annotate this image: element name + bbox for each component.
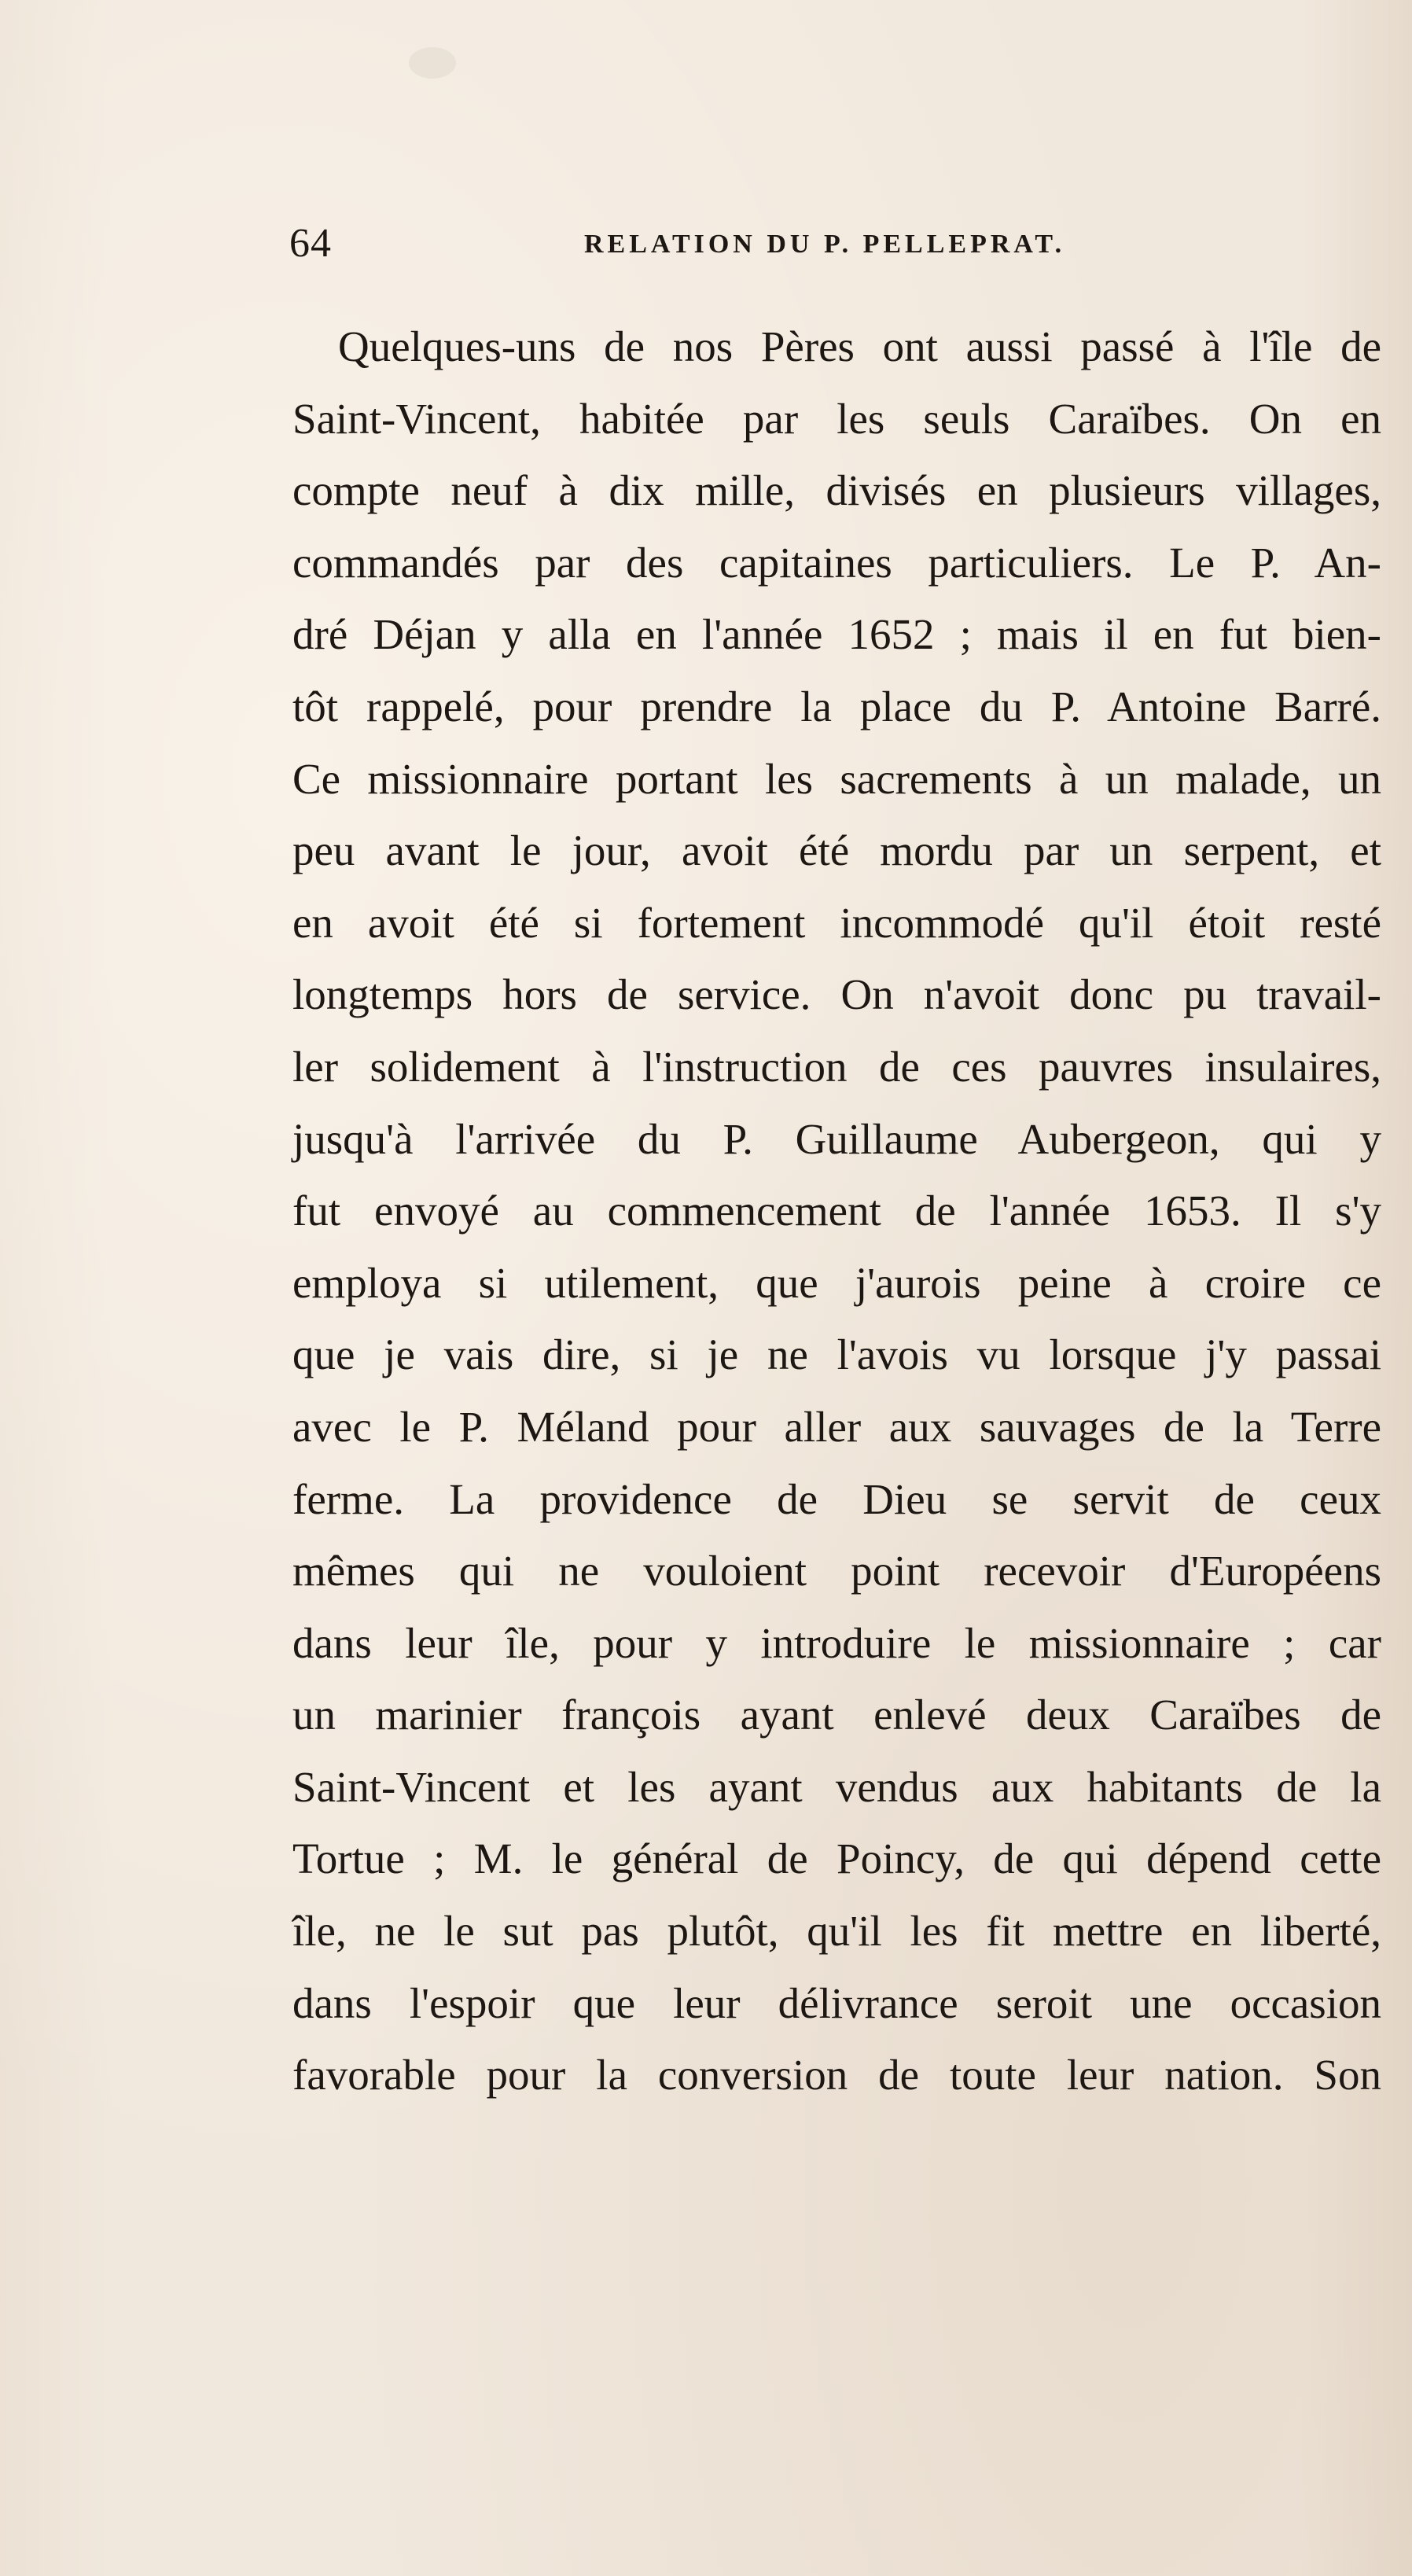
text-line: avec le P. Méland pour aller aux sauvages de la Terre	[292, 1402, 1381, 1451]
text-line: en avoit été si fortement incommodé qu'il étoit resté	[292, 898, 1381, 947]
text-line: dré Déjan y alla en l'année 1652 ; mais il en fut bien-	[292, 610, 1381, 659]
paper-stain	[409, 47, 456, 79]
text-line: commandés par des capitaines particuliers. Le P. An-	[292, 538, 1381, 587]
text-line: dans l'espoir que leur délivrance seroit une occasion	[292, 1978, 1381, 2027]
text-line: mêmes qui ne vouloient point recevoir d'Européens	[292, 1547, 1381, 1595]
text-line: tôt rappelé, pour prendre la place du P. Antoine Barré.	[292, 682, 1381, 730]
text-line: île, ne le sut pas plutôt, qu'il les fit mettre en liberté,	[292, 1907, 1381, 1956]
text-line: Ce missionnaire portant les sacrements à un malade, un	[292, 754, 1381, 803]
text-line: fut envoyé au commencement de l'année 1653. Il s'y	[292, 1187, 1381, 1235]
text-line: Tortue ; M. le général de Poincy, de qui dépend cette	[292, 1834, 1381, 1883]
running-title: RELATION DU P. PELLEPRAT.	[584, 230, 1066, 259]
text-line: ferme. La providence de Dieu se servit de ceux	[292, 1474, 1381, 1523]
text-line: ler solidement à l'instruction de ces pauvres insulaires,	[292, 1042, 1381, 1091]
text-line: longtemps hors de service. On n'avoit donc pu travail-	[292, 970, 1381, 1019]
running-header	[289, 220, 1382, 275]
text-line: Saint-Vincent, habitée par les seuls Caraïbes. On en	[292, 394, 1381, 443]
text-line: jusqu'à l'arrivée du P. Guillaume Aubergeon, qui y	[292, 1114, 1381, 1163]
text-line: employa si utilement, que j'aurois peine à croire ce	[292, 1258, 1381, 1307]
text-line: un marinier françois ayant enlevé deux Caraïbes de	[292, 1691, 1381, 1739]
text-line: que je vais dire, si je ne l'avois vu lorsque j'y passai	[292, 1330, 1381, 1379]
text-line: peu avant le jour, avoit été mordu par un serpent, et	[292, 826, 1381, 875]
text-line: favorable pour la conversion de toute leur nation. Son	[292, 2051, 1381, 2099]
text-line: compte neuf à dix mille, divisés en plusieurs villages,	[292, 466, 1381, 515]
body-text	[292, 311, 1381, 2111]
text-line: Quelques-uns de nos Pères ont aussi passé à l'île de	[338, 322, 1381, 370]
text-line: dans leur île, pour y introduire le missionnaire ; car	[292, 1618, 1381, 1667]
page-number: 64	[289, 221, 332, 266]
text-line: Saint-Vincent et les ayant vendus aux habitants de la	[292, 1762, 1381, 1811]
